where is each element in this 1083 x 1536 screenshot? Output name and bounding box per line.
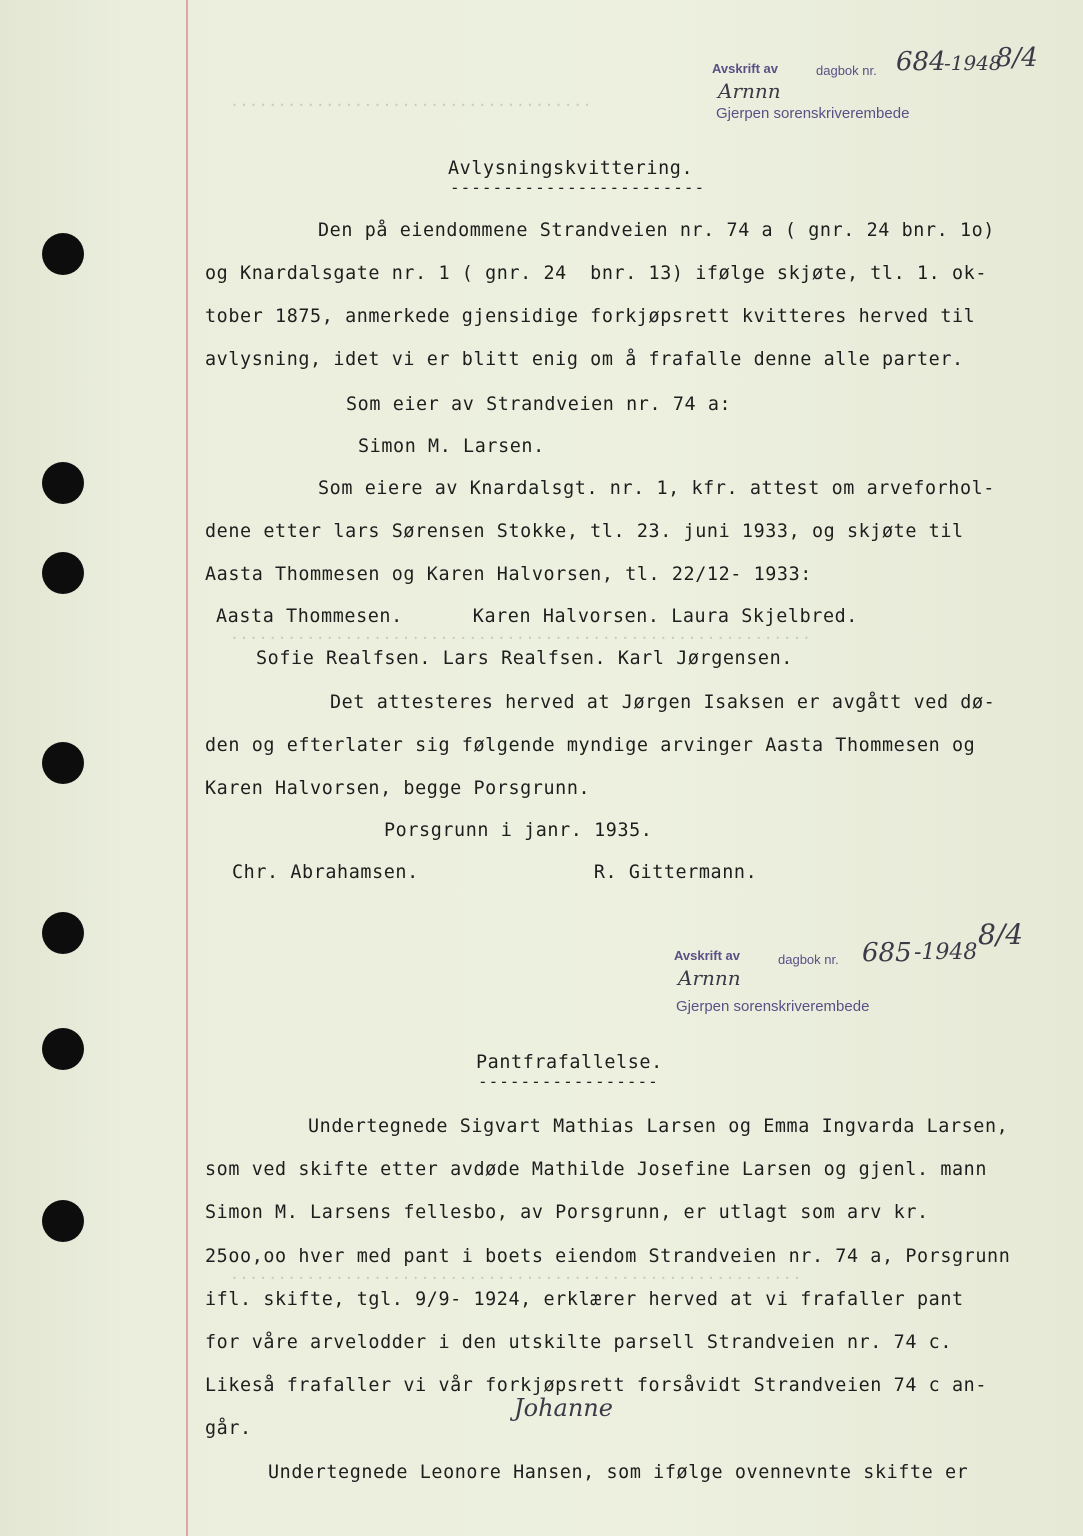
body-line: avlysning, idet vi er blitt enig om å frafalle denne alle parter. <box>205 349 964 370</box>
stamp-office: Gjerpen sorenskriverembede <box>716 105 910 122</box>
signature-line: Simon M. Larsen. <box>358 436 545 457</box>
punch-hole <box>42 462 84 504</box>
stamp-date: 8/4 <box>996 43 1038 73</box>
stamp-avskrift-label: Avskrift av <box>712 61 778 76</box>
bleed-through-text: ............................................................ <box>230 1265 802 1283</box>
body-line: går. <box>205 1418 252 1439</box>
body-line: ifl. skifte, tgl. 9/9- 1924, erklærer herved at vi frafaller pant <box>205 1289 964 1310</box>
body-line: Som eiere av Knardalsgt. nr. 1, kfr. attest om arveforhol- <box>318 478 995 499</box>
body-line: den og efterlater sig følgende myndige arvinger Aasta Thommesen og <box>205 735 976 756</box>
title-underline: ------------------------ <box>450 178 706 197</box>
stamp-year: -1948 <box>944 51 1002 75</box>
punch-hole <box>42 552 84 594</box>
body-line: dene etter lars Sørensen Stokke, tl. 23. juni 1933, og skjøte til <box>205 521 964 542</box>
body-line: 25oo,oo hver med pant i boets eiendom Strandveien nr. 74 a, Porsgrunn <box>205 1246 1011 1267</box>
stamp-dagbok-label: dagbok nr. <box>778 952 839 967</box>
body-line: Som eier av Strandveien nr. 74 a: <box>346 394 732 415</box>
stamp-office: Gjerpen sorenskriverembede <box>676 998 870 1015</box>
signature-line: Sofie Realfsen. Lars Realfsen. Karl Jørgensen. <box>256 648 793 669</box>
body-line: Karen Halvorsen, begge Porsgrunn. <box>205 778 591 799</box>
stamp-number: 684 <box>896 47 946 77</box>
registry-stamp <box>712 43 1042 130</box>
place-date-line: Porsgrunn i janr. 1935. <box>384 820 653 841</box>
stamp-dagbok-label: dagbok nr. <box>816 63 877 78</box>
stamp-signature-scrawl: Arnnn <box>678 966 741 990</box>
bleed-through-text: ...................................... <box>230 92 593 110</box>
body-line: Aasta Thommesen og Karen Halvorsen, tl. 22/12- 1933: <box>205 564 812 585</box>
title-underline: ----------------- <box>478 1072 659 1091</box>
punch-hole <box>42 912 84 954</box>
body-line: som ved skifte etter avdøde Mathilde Josefine Larsen og gjenl. mann <box>205 1159 988 1180</box>
stamp-number: 685 <box>862 938 912 968</box>
body-line: Likeså frafaller vi vår forkjøpsrett forsåvidt Strandveien 74 c an- <box>205 1375 988 1396</box>
signature-line: Chr. Abrahamsen. R. Gittermann. <box>232 862 758 883</box>
document-title: Avlysningskvittering. <box>448 158 694 179</box>
stamp-avskrift-label: Avskrift av <box>674 948 740 963</box>
body-line: for våre arvelodder i den utskilte parsell Strandveien nr. 74 c. <box>205 1332 953 1353</box>
punch-hole <box>42 1200 84 1242</box>
body-line: Undertegnede Leonore Hansen, som ifølge ovennevnte skifte er <box>268 1462 969 1483</box>
punch-hole <box>42 233 84 275</box>
stamp-date: 8/4 <box>978 918 1024 951</box>
punch-hole <box>42 742 84 784</box>
registry-stamp <box>674 918 1024 1020</box>
body-line: Simon M. Larsens fellesbo, av Porsgrunn, er utlagt som arv kr. <box>205 1202 929 1223</box>
bleed-through-text: ............................................................. <box>230 625 812 643</box>
margin-rule <box>186 0 188 1536</box>
body-line: tober 1875, anmerkede gjensidige forkjøpsrett kvitteres herved til <box>205 306 976 327</box>
signature-line: Aasta Thommesen. Karen Halvorsen. Laura Skjelbred. <box>216 606 858 627</box>
stamp-year: -1948 <box>914 940 978 965</box>
body-line: og Knardalsgate nr. 1 ( gnr. 24 bnr. 13) ifølge skjøte, tl. 1. ok- <box>205 263 988 284</box>
handwritten-annotation: Johanne <box>514 1394 613 1422</box>
body-line: Det attesteres herved at Jørgen Isaksen er avgått ved dø- <box>330 692 996 713</box>
stamp-signature-scrawl: Arnnn <box>718 79 781 103</box>
punch-hole <box>42 1028 84 1070</box>
document-title: Pantfrafallelse. <box>476 1052 663 1073</box>
body-line: Den på eiendommene Strandveien nr. 74 a ( gnr. 24 bnr. 1o) <box>318 220 995 241</box>
body-line: Undertegnede Sigvart Mathias Larsen og Emma Ingvarda Larsen, <box>308 1116 1009 1137</box>
